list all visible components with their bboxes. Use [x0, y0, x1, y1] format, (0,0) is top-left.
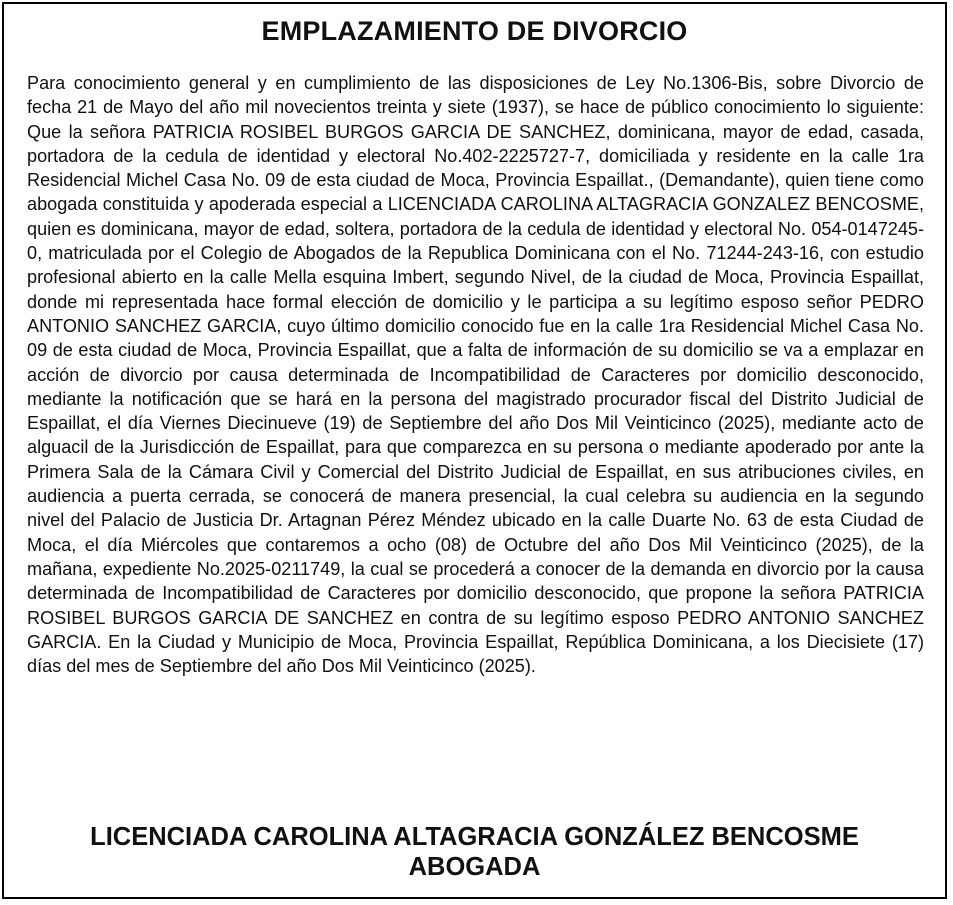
notice-body: Para conocimiento general y en cumplimiento de las disposiciones de Ley No.1306-Bis, sobre Divorcio de fecha 21 de Mayo del año mil novecientos treinta y siete (1937), se hace de público conocimiento lo siguiente: Que la señora PATRICIA ROSIBEL BURGOS GARCIA DE SANCHEZ, dominicana, mayor de edad, casada, portadora de la cedula de identidad y electoral No.402-2225727-7, domiciliada y residente en la calle 1ra Residencial Michel Casa No. 09 de esta ciudad de Moca, Provincia Espaillat., (Demandante), quien tiene como abogada constituida y apoderada especial a LICENCIADA CAROLINA ALTAGRACIA GONZALEZ BENCOSME, quien es dominicana, mayor de edad, soltera, portadora de la cedula de identidad y electoral No. 054-0147245-0, matriculada por el Colegio de Abogados de la Republica Dominicana con el No. 71244-243-16, con estudio profesional abierto en la calle Mella esquina Imbert, segundo Nivel, de la ciudad de Moca, Provincia Espaillat, donde mi representada hace formal elección de domicilio y le participa a su legítimo esposo señor PEDRO ANTONIO SANCHEZ GARCIA, cuyo último domicilio conocido fue en la calle 1ra Residencial Michel Casa No. 09 de esta ciudad de Moca, Provincia Espaillat, que a falta de información de su domicilio se va a emplazar en acción de divorcio por causa determinada de Incompatibilidad de Caracteres por domicilio desconocido, mediante la notificación que se hará en la persona del magistrado procurador fiscal del Distrito Judicial de Espaillat, el día Viernes Diecinueve (19) de Septiembre del año Dos Mil Veinticinco (2025), mediante acto de alguacil de la Jurisdicción de Espaillat, para que comparezca en su persona o mediante apoderado por ante la Primera Sala de la Cámara Civil y Comercial del Distrito Judicial de Espaillat, en sus atribuciones civiles, en audiencia a puerta cerrada, se conocerá de manera presencial, la cual celebra su audiencia en la segundo nivel del Palacio de Justicia Dr. Artagnan Pérez Méndez ubicado en la calle Duarte No. 63 de esta Ciudad de Moca, el día Miércoles que contaremos a ocho (08) de Octubre del año Dos Mil Veinticinco (2025), de la mañana, expediente No.2025-0211749, la cual se procederá a conocer de la demanda en divorcio por la causa determinada de Incompatibilidad de Caracteres por domicilio desconocido, que propone la señora PATRICIA ROSIBEL BURGOS GARCIA DE SANCHEZ en contra de su legítimo esposo PEDRO ANTONIO SANCHEZ GARCIA. En la Ciudad y Municipio de Moca, Provincia Espaillat, República Dominicana, a los Diecisiete (17) días del mes de Septiembre del año Dos Mil Veinticinco (2025). — [27, 73, 924, 677]
signature-role: ABOGADA — [408, 853, 541, 881]
signature-block — [4, 822, 945, 882]
signature-name: LICENCIADA CAROLINA ALTAGRACIA GONZÁLEZ BENCOSME — [90, 823, 859, 851]
notice-title: EMPLAZAMIENTO DE DIVORCIO — [261, 16, 688, 46]
legal-notice-frame — [2, 2, 947, 899]
